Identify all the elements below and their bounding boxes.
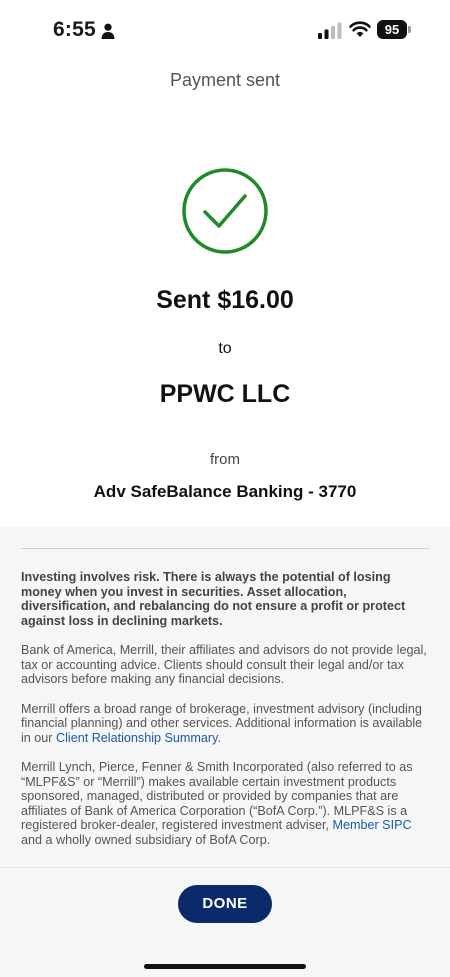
merrill-text-end: and a wholly owned subsidiary of BofA Corp.: [21, 832, 271, 847]
signal-icon: [318, 22, 342, 39]
status-time: 6:55: [53, 18, 96, 41]
services-text-end: .: [217, 730, 221, 745]
tax-disclosure: Bank of America, Merrill, their affiliates and advisors do not provide legal, tax or accounting advice. Clients should consult their legal and/or tax advisors before making any financial decisions.: [21, 643, 427, 686]
services-text: Merrill offers a broad range of brokerage, investment advisory (including financial planning) and other services. Additional information is available in our: [21, 701, 423, 745]
status-bar: [0, 0, 450, 60]
from-account: Adv SafeBalance Banking - 3770: [93, 482, 357, 501]
divider: [21, 548, 429, 549]
wifi-icon: [349, 20, 371, 38]
battery-level: 95: [377, 20, 407, 39]
client-relationship-summary-link[interactable]: Client Relationship Summary: [56, 730, 218, 745]
page-title: Payment sent: [169, 70, 281, 90]
disclosure-text: [21, 570, 429, 862]
risk-disclosure: Investing involves risk. There is always the potential of losing money when you invest in securities. Asset allocation, diversification, and rebalancing do not ensure a profit or protect against loss in declining markets.: [21, 570, 406, 628]
services-disclosure: [21, 702, 429, 746]
done-button[interactable]: DONE: [178, 885, 272, 923]
member-sipc-link[interactable]: Member SIPC: [332, 818, 412, 832]
checkmark-circle-icon: [182, 168, 268, 254]
merrill-text: Merrill Lynch, Pierce, Fenner & Smith Incorporated (also referred to as “MLPF&S” or “Merrill”) makes available certain investment products sponsored, managed, distributed or provided by companies that are affiliates of Bank of America Corporation (“BofA Corp.”). MLPF&S is a registered broker-dealer, registered investment adviser,: [21, 760, 413, 832]
person-icon: [101, 23, 115, 39]
bottom-bar: [0, 867, 450, 977]
battery-icon: [377, 20, 411, 39]
disclosure-panel[interactable]: [0, 527, 450, 867]
to-label: to: [218, 340, 232, 357]
from-label: from: [210, 451, 240, 468]
merrill-disclosure: [21, 760, 429, 847]
home-indicator[interactable]: [144, 964, 306, 969]
sent-amount: Sent $16.00: [156, 286, 294, 314]
payee-name: PPWC LLC: [159, 380, 291, 408]
